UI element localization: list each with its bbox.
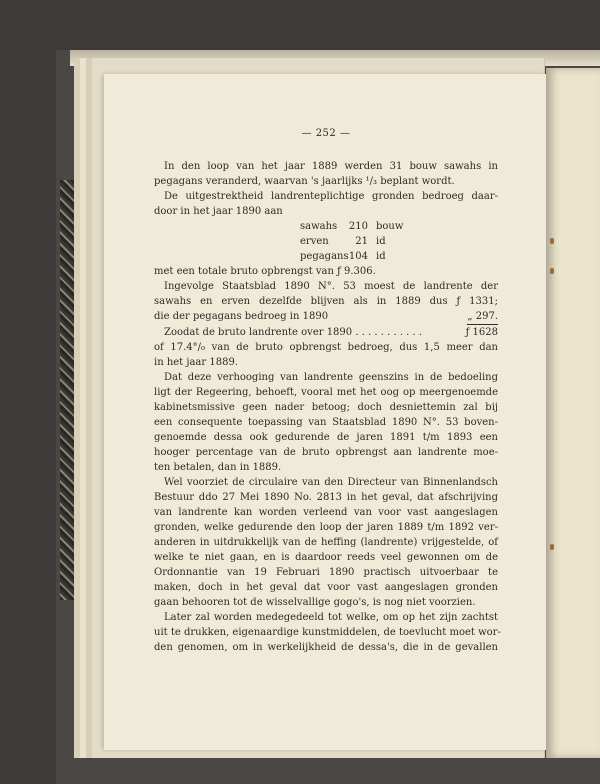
- table-cell: erven: [300, 236, 329, 247]
- table-cell: bouw: [376, 221, 404, 232]
- paragraph: [154, 610, 501, 655]
- paragraph: [154, 189, 498, 219]
- total-row: [154, 325, 498, 340]
- marbled-endpaper: [60, 180, 74, 600]
- text-line: van landrente kan worden verleend van voor vast aangeslagen: [154, 507, 498, 518]
- text-line: met een totale bruto opbrengst van ƒ 9.306.: [154, 266, 376, 277]
- text-line: Wel voorziet de circulaire van den Directeur van Binnenlandsch: [164, 477, 498, 488]
- text-line: ten betalen, dan in 1889.: [154, 462, 282, 473]
- text-line: pegagans veranderd, waarvan 's jaarlijks ¹/₃ beplant wordt.: [154, 176, 455, 187]
- text-line: Dat deze verhooging van landrente geenszins in de bedoeling: [164, 372, 498, 383]
- row-label: die der pegagans bedroeg in 1890: [154, 311, 329, 322]
- text-line: De uitgestrektheid landrenteplichtige gronden bedroeg daar-: [164, 191, 498, 202]
- text-line: gaan behooren tot de wisselvallige gogo's, is nog niet voorzien.: [154, 597, 476, 608]
- paragraph: [154, 279, 498, 309]
- text-line: of 17.4°/₀ van de bruto opbrengst bedroeg, dus 1,5 meer dan: [154, 342, 498, 353]
- row-amount: ƒ 1628: [465, 327, 498, 338]
- text-line: hooger percentage van de bruto opbrengst aan landrente moe-: [154, 447, 498, 458]
- text-line: In den loop van het jaar 1889 werden 31 bouw sawahs in: [164, 161, 498, 172]
- table-cell: 210: [348, 221, 368, 232]
- text-line: ligt der Regeering, behoeft, vooral met het oog op meergenoemde: [154, 387, 498, 398]
- table-cell: pegagans: [300, 251, 349, 262]
- table-cell: sawahs: [300, 221, 338, 232]
- text-line: Ingevolge Staatsblad 1890 N°. 53 moest de landrente der: [164, 281, 498, 292]
- text-line: den genomen, om in werkelijkheid de dessa's, die in de gevallen: [154, 642, 498, 653]
- paragraph: [154, 370, 498, 475]
- text-line: sawahs en erven dezelfde blijven als in 1889 dus ƒ 1331;: [154, 296, 498, 307]
- text-line: genoemde dessa ook gedurende de jaren 1891 t/m 1893 een: [154, 432, 498, 443]
- facing-page: [546, 68, 600, 758]
- page-mark: [550, 268, 554, 274]
- table-cell: 104: [348, 251, 368, 262]
- row-label: Zoodat de bruto landrente over 1890 . . . . . . . . . . .: [164, 327, 423, 338]
- land-table: [300, 219, 498, 264]
- pegagans-row: [154, 309, 498, 325]
- text-line: welke te niet gaan, en is daardoor reeds veel gewonnen om de: [154, 552, 498, 563]
- text-line: een consequente toepassing van Staatsblad 1890 N°. 53 boven-: [154, 417, 498, 428]
- text-line: Bestuur ddo 27 Mei 1890 No. 2813 in het geval, dat afschrijving: [154, 492, 498, 503]
- text-line: anderen in uitdrukkelijk van de heffing (landrente) vrijgestelde, of: [154, 537, 498, 548]
- text-line: in het jaar 1889.: [154, 357, 238, 368]
- text-line: gronden, welke gedurende den loop der jaren 1889 t/m 1892 ver-: [154, 522, 498, 533]
- paragraph: [154, 340, 498, 370]
- table-cell: 21: [355, 236, 368, 247]
- text-line: door in het jaar 1890 aan: [154, 206, 283, 217]
- page-number: — 252 —: [301, 128, 351, 139]
- text-line: kabinetsmissive geen nader betoog; doch desniettemin zal bij: [154, 402, 498, 413]
- page-mark: [550, 238, 554, 244]
- page-mark: [550, 544, 554, 550]
- text-line: maken, doch in het geval dat voor vast aangeslagen gronden: [154, 582, 498, 593]
- text-line: Ordonnantie van 19 Februari 1890 practisch uitvoerbaar te: [154, 567, 498, 578]
- table-cell: id: [376, 236, 386, 247]
- row-amount: „ 297.: [467, 309, 498, 325]
- table-cell: id: [376, 251, 386, 262]
- text-line: Later zal worden medegedeeld tot welke, om op het zijn zachtst: [164, 612, 498, 623]
- text-line: uit te drukken, eigenaardige kunstmiddelen, de toevlucht moet wor-: [154, 627, 501, 638]
- paragraph: [154, 475, 498, 610]
- paragraph: [154, 159, 498, 189]
- page-text: [154, 126, 501, 655]
